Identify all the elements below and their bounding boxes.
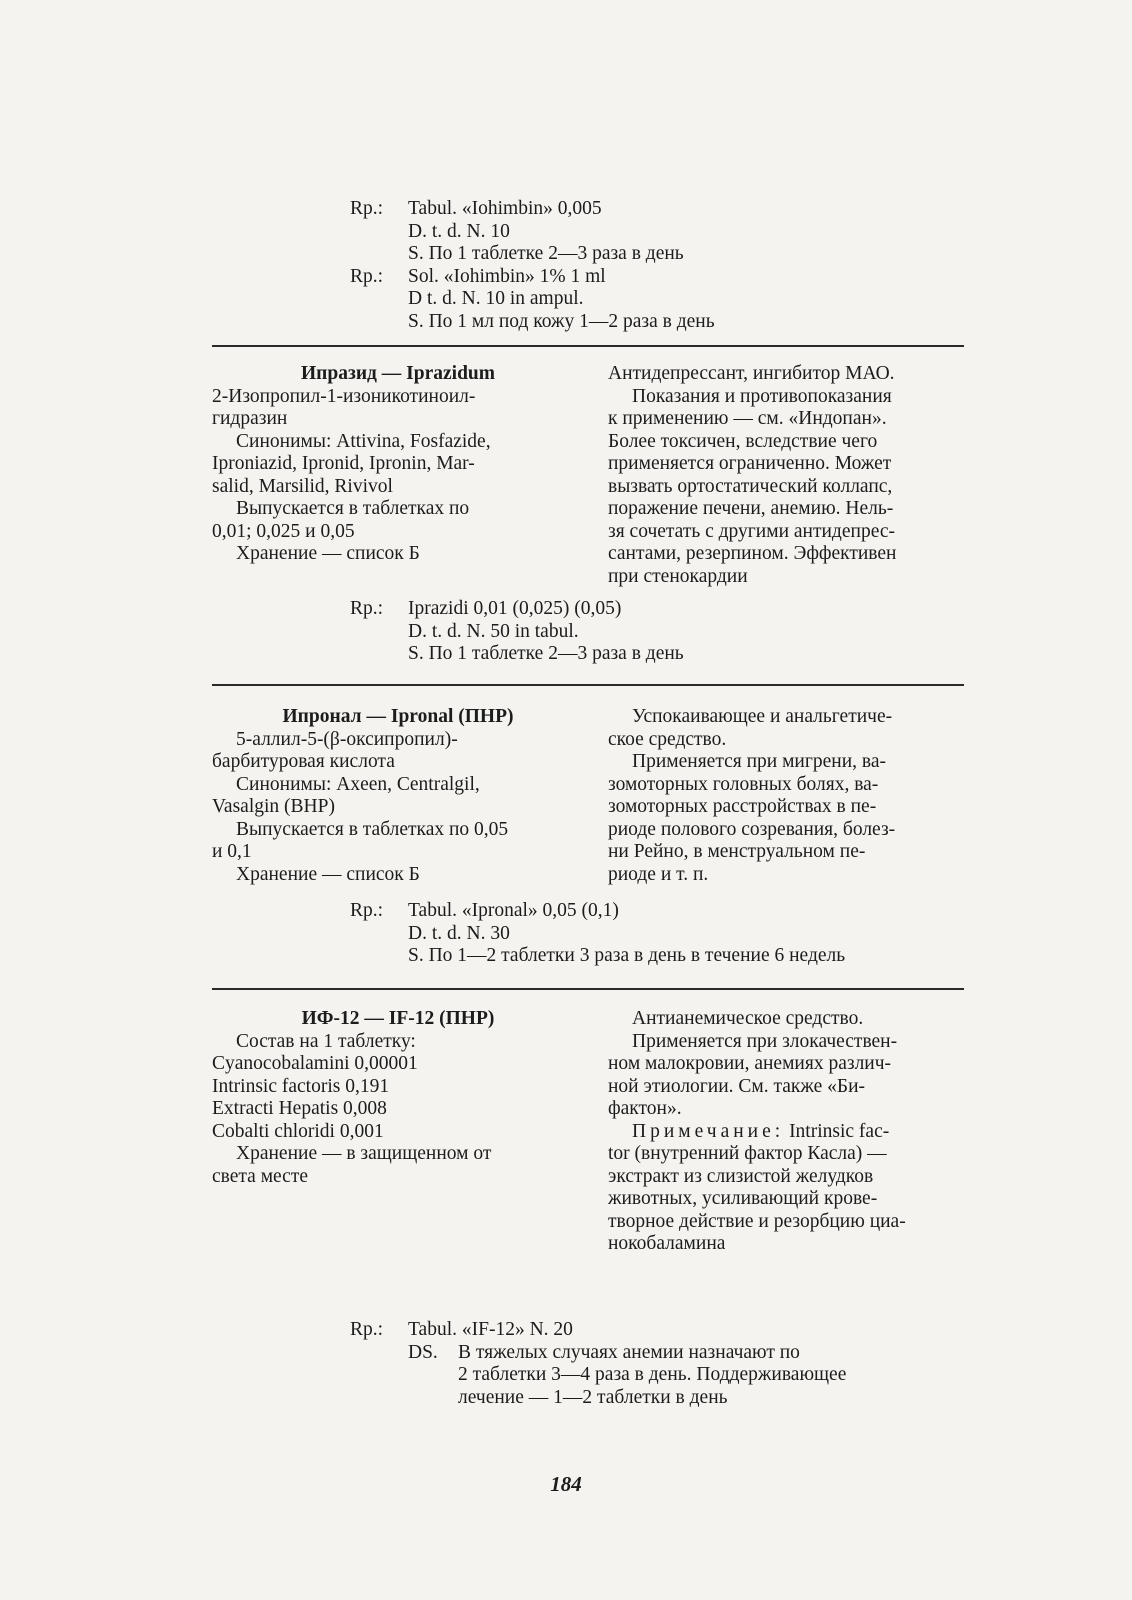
rx-line [350,945,845,968]
text-line: ни Рейно, в менструальном пе- [608,841,866,862]
rp-label: Rp.: [350,900,384,921]
text-line: риоде полового созревания, болез- [608,818,896,840]
text-line: экстракт из слизистой желудков [608,1165,874,1187]
divider [212,345,964,347]
rx-line [350,1342,846,1365]
rx-line [350,1387,846,1410]
text-line: к применению — см. «Индопан». [608,408,887,429]
text-line: Антидепрессант, ингибитор МАО. [608,363,895,384]
text-line: Выпускается в таблетках по [236,498,470,519]
text-line: Хранение — список Б [236,863,420,885]
rp-label: Rp.: [350,265,384,287]
text-line: света месте [212,1165,309,1187]
text-line: Хранение — список Б [236,543,420,564]
text-line: при стенокардии [608,565,748,587]
divider [212,988,964,990]
text-line: ское средство. [608,728,727,750]
text-line: Extracti Hepatis 0,008 [212,1098,387,1119]
text-line: Состав на 1 таблетку: [236,1030,416,1052]
text-line: животных, усиливающий крове- [608,1188,878,1209]
rx-line [350,900,845,923]
entry-title: Ипронал — Ipronal (ПНР) [282,706,514,727]
text-line: применяется ограниченно. Может [608,453,892,474]
rx-line [350,288,715,311]
rx-line [350,621,684,644]
rx-text: 2 таблетки 3—4 раза в день. Поддерживающее [458,1364,847,1385]
text-line: поражение печени, анемию. Нель- [608,498,894,519]
entry-left-column [212,706,584,886]
rx-text: D. t. d. N. 30 [408,922,510,944]
rx-text: D. t. d. N. 10 [408,220,510,242]
text-line: зя сочетать с другими антидепрес- [608,520,895,542]
rx-line [350,311,715,334]
text-line: зомоторных головных болях, ва- [608,773,879,795]
rx-text: лечение — 1—2 таблетки в день [458,1386,728,1408]
rx-if12 [350,1319,846,1409]
text-line: Хранение — в защищенном от [236,1143,492,1164]
note-line [608,1121,964,1144]
entry-right-column [608,363,964,588]
rx-text: Tabul. «IF-12» N. 20 [408,1319,573,1340]
entry-right-column [608,706,964,886]
rx-line [350,198,715,221]
text-line: Более токсичен, вследствие чего [608,430,878,452]
text-line: гидразин [212,408,288,429]
rx-text: S. По 1 таблетке 2—3 раза в день [408,243,684,264]
entry-title: Ипразид — Iprazidum [300,363,496,384]
text-line: Vasalgin (ВНР) [212,796,335,817]
rp-label: Rp.: [350,198,384,219]
text-line: Показания и противопоказания [632,385,892,407]
rx-line [350,598,684,621]
rx-iohimbin [350,198,715,333]
text-line: зомоторных расстройствах в пе- [608,796,877,817]
rp-label: Rp.: [350,598,384,619]
entry-left-column [212,1008,584,1188]
text-line: Применяется при мигрени, ва- [632,751,886,772]
rx-text: D t. d. N. 10 in ampul. [408,288,584,309]
rx-text: S. По 1 таблетке 2—3 раза в день [408,643,684,664]
rx-text: S. По 1 мл под кожу 1—2 раза в день [408,310,715,332]
text-line: 0,01; 0,025 и 0,05 [212,520,355,542]
note-text: Intrinsic fac- [789,1120,890,1142]
rx-line [350,643,684,666]
text-line: Синонимы: Axeen, Centralgil, [236,773,480,795]
text-line: Успокаивающее и анальгетиче- [632,706,893,727]
rx-ipronal [350,900,845,968]
rx-line [350,923,845,946]
rx-text: Tabul. «Ipronal» 0,05 (0,1) [408,900,619,921]
text-line: ной этиологии. См. также «Би- [608,1075,866,1097]
text-line: ном малокровии, анемиях различ- [608,1053,892,1074]
page-number: 184 [550,1472,582,1496]
rx-iprazid [350,598,684,666]
text-line: творное действие и резорбцию циа- [608,1210,906,1232]
entry-title: ИФ-12 — IF-12 (ПНР) [301,1008,495,1029]
rx-line [350,266,715,289]
text-line: Синонимы: Attivina, Fosfazide, [236,430,491,452]
note-label: Примечание: [632,1120,785,1142]
text-line: риоде и т. п. [608,863,709,885]
text-line: Выпускается в таблетках по 0,05 [236,818,509,840]
rp-label: Rp.: [350,1319,384,1340]
text-line: Cyanocobalamini 0,00001 [212,1053,418,1074]
rx-line [350,221,715,244]
text-line: сантами, резерпином. Эффективен [608,543,897,564]
rx-line [350,1319,846,1342]
text-line: 5-аллил-5-(β-оксипропил)- [236,728,458,750]
text-line: Применяется при злокачествен- [632,1030,898,1052]
rx-text: Iprazidi 0,01 (0,025) (0,05) [408,598,622,619]
entry-left-column [212,363,584,566]
text-line: и 0,1 [212,841,252,862]
text-line: фактон». [608,1098,682,1119]
divider [212,684,964,686]
text-line: Iproniazid, Ipronid, Ipronin, Mar- [212,453,475,474]
rx-line [350,1364,846,1387]
text-line: Cobalti chloridi 0,001 [212,1120,384,1142]
text-line: Антианемическое средство. [632,1008,864,1029]
ds-label: DS. [408,1341,438,1363]
rx-text: Tabul. «Iohimbin» 0,005 [408,198,602,219]
text-line: salid, Marsilid, Rivivol [212,475,393,497]
rx-text: S. По 1—2 таблетки 3 раза в день в течение 6 недель [408,945,846,966]
rx-text: В тяжелых случаях анемии назначают по [458,1341,800,1363]
entry-right-column [608,1008,964,1256]
text-line: вызвать ортостатический коллапс, [608,475,893,497]
rx-line [350,243,715,266]
text-line: tor (внутренний фактор Касла) — [608,1143,887,1164]
text-line: барбитуровая кислота [212,751,395,772]
rx-text: D. t. d. N. 50 in tabul. [408,620,579,642]
text-line: Intrinsic factoris 0,191 [212,1075,390,1097]
rx-text: Sol. «Iohimbin» 1% 1 ml [408,265,606,287]
text-line: нокобаламина [608,1233,726,1254]
text-line: 2-Изопропил-1-изоникотиноил- [212,385,476,407]
